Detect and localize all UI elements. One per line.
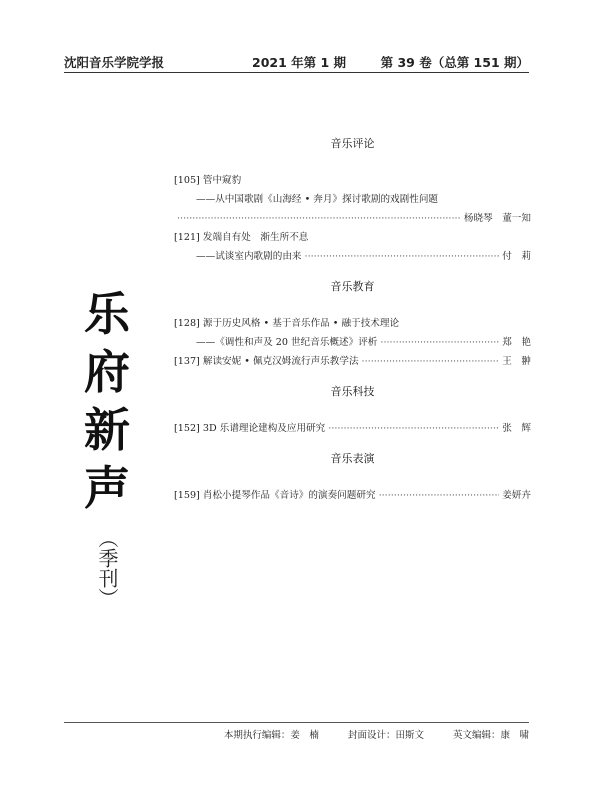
article-title: 解读安妮 • 佩克汉姆流行声乐教学法 [202, 356, 359, 367]
section-heading: 音乐教育 [330, 280, 375, 293]
page-footer [64, 727, 529, 741]
section-heading: 音乐科技 [330, 385, 375, 398]
vertical-title [82, 285, 132, 517]
dot-leader [380, 333, 499, 352]
title-char: 府 [84, 345, 130, 399]
article-author: 王 翀 [502, 356, 531, 367]
article-author: 付 莉 [502, 251, 531, 262]
article-title: 3D 乐谱理论建构及应用研究 [202, 423, 326, 434]
english-editor: 英文编辑：康 啸 [452, 730, 529, 741]
dot-leader [177, 209, 461, 228]
volume-number: 第 39 卷（总第 151 期） [380, 55, 529, 70]
article-author: 杨晓琴 董一知 [463, 213, 531, 224]
dot-leader [362, 352, 500, 371]
article-author: 张 辉 [502, 423, 531, 434]
toc-entry[interactable] [174, 486, 531, 505]
toc-entry[interactable] [174, 419, 531, 438]
issue-number: 2021 年第 1 期 [252, 55, 347, 70]
page-ref: [128] [174, 318, 200, 329]
article-author: 姜妍卉 [502, 490, 531, 501]
dot-leader [305, 247, 500, 266]
title-char: 声 [84, 461, 130, 515]
title-char: 乐 [84, 287, 130, 341]
header-rule [64, 72, 529, 73]
title-subtitle: （季刊） [95, 528, 119, 608]
toc-entry[interactable] [174, 171, 531, 228]
article-subtitle: ——《调性和声及 20 世纪音乐概述》评析 [196, 337, 378, 348]
page-ref: [105] [174, 175, 200, 186]
article-title: 肖松小提琴作品《音诗》的演奏问题研究 [202, 490, 376, 501]
section-heading: 音乐评论 [330, 137, 375, 150]
article-subtitle: ——从中国歌剧《山海经 • 奔月》探讨歌剧的戏剧性问题 [196, 194, 439, 205]
section-music-education [174, 274, 531, 371]
section-music-technology [174, 379, 531, 438]
article-title: 源于历史风格 • 基于音乐作品 • 融于技术理论 [202, 318, 400, 329]
cover-designer: 封面设计：田斯文 [347, 730, 424, 741]
table-of-contents [174, 125, 531, 513]
article-author: 郑 艳 [502, 337, 531, 348]
page-ref: [121] [174, 232, 200, 243]
dot-leader [379, 486, 500, 505]
section-music-criticism [174, 131, 531, 266]
section-heading: 音乐表演 [330, 452, 375, 465]
toc-entry[interactable] [174, 352, 531, 371]
title-char: 新 [84, 403, 130, 457]
article-title: 管中窥豹 [202, 175, 242, 186]
article-title: 发端自有处 渐生所不息 [202, 232, 309, 243]
toc-entry[interactable] [174, 314, 531, 352]
dot-leader [328, 419, 499, 438]
page-ref: [159] [174, 490, 200, 501]
page-ref: [137] [174, 356, 200, 367]
journal-name: 沈阳音乐学院学报 [64, 55, 165, 70]
page-ref: [152] [174, 423, 200, 434]
page-header [64, 53, 529, 73]
toc-entry[interactable] [174, 228, 531, 266]
executive-editor: 本期执行编辑：姜 楠 [223, 730, 319, 741]
section-music-performance [174, 446, 531, 505]
footer-rule [64, 722, 529, 723]
article-subtitle: ——试谈室内歌剧的由来 [196, 251, 302, 262]
